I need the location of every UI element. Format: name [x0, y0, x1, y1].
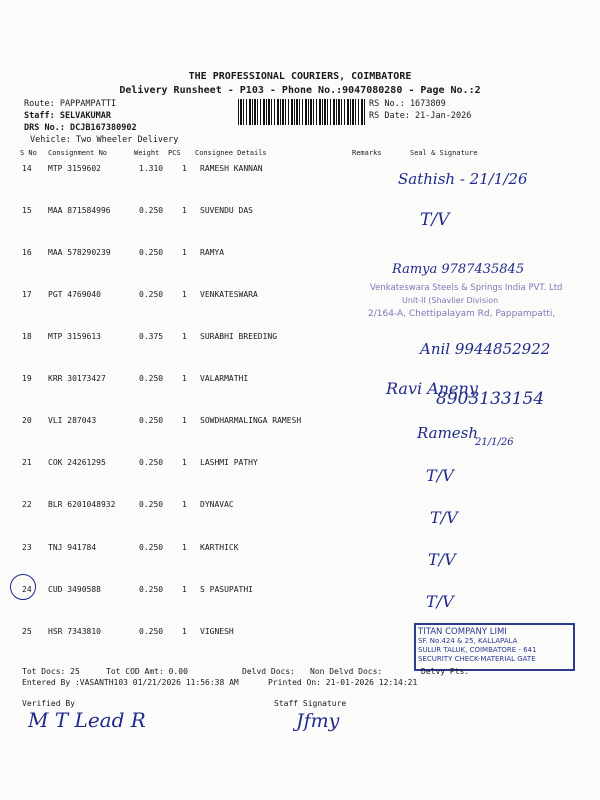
row-pcs: 1 — [182, 543, 187, 552]
row-consignment: BLR 6201048932 — [48, 500, 116, 509]
row-weight: 0.250 — [139, 416, 164, 425]
rs-date: RS Date: 21-Jan-2026 — [369, 111, 472, 121]
row-consignee: DYNAVAC — [200, 500, 234, 509]
tv-mark-row-15: T/V — [420, 210, 450, 230]
tv-mark-row-24: T/V — [426, 592, 454, 611]
row-weight: 0.250 — [139, 585, 164, 594]
row-consignment: TNJ 941784 — [48, 543, 97, 552]
row-weight: 0.250 — [139, 290, 164, 299]
row-pcs: 1 — [182, 458, 187, 467]
vehicle: Vehicle: Two Wheeler Delivery — [30, 135, 179, 145]
verified-by-signature: M T Lead R — [28, 708, 146, 732]
row-consignee: LASHMI PATHY — [200, 458, 258, 467]
signature-row-16: Ramya 9787435845 — [392, 262, 525, 277]
stamp-line: TITAN COMPANY LIMI — [418, 627, 507, 637]
row-consignee: KARTHICK — [200, 543, 239, 552]
col-consignee: Consignee Details — [195, 149, 267, 157]
staff: Staff: SELVAKUMAR — [24, 111, 111, 121]
staff-signature: Jfmy — [296, 710, 340, 732]
drs-number: DRS No.: DCJB167380902 — [24, 123, 137, 133]
row-weight: 0.375 — [139, 332, 164, 341]
signature-row-20: Ramesh — [417, 424, 479, 442]
row-consignee: VENKATESWARA — [200, 290, 258, 299]
row-sno: 25 — [22, 627, 32, 636]
delivered-docs: Delvd Docs: — [242, 667, 295, 676]
stamp-line: Unit-II (Shavlier Division — [402, 296, 499, 305]
route: Route: PAPPAMPATTI — [24, 99, 117, 109]
col-weight: Weight — [134, 149, 160, 157]
stamp-line: SULUR TALUK, COIMBATORE - 641 — [418, 646, 537, 654]
row-weight: 0.250 — [139, 543, 164, 552]
row-consignee: RAMESH KANNAN — [200, 164, 263, 173]
col-remarks: Remarks — [352, 149, 382, 157]
row-pcs: 1 — [182, 248, 187, 257]
tv-mark-row-23: T/V — [428, 550, 456, 569]
row-weight: 0.250 — [139, 627, 164, 636]
signature-row-18: Anil 9944852922 — [420, 340, 551, 358]
row-weight: 0.250 — [139, 458, 164, 467]
row-consignee: S PASUPATHI — [200, 585, 253, 594]
barcode — [238, 99, 366, 125]
col-seal-signature: Seal & Signature — [410, 149, 478, 157]
row-consignee: SURABHI BREEDING — [200, 332, 278, 341]
row-pcs: 1 — [182, 332, 187, 341]
total-docs: Tot Docs: 25 — [22, 667, 80, 676]
stamp-line: Venkateswara Steels & Springs India PVT. Ltd — [370, 283, 563, 293]
row-sno: 18 — [22, 332, 32, 341]
row-consignee: VALARMATHI — [200, 374, 249, 383]
signature-row-14: Sathish - 21/1/26 — [398, 170, 528, 188]
signature-row-20-date: 21/1/26 — [475, 437, 514, 448]
row-pcs: 1 — [182, 500, 187, 509]
stamp-line: 2/164-A, Chettipalayam Rd, Pappampatti, — [368, 309, 556, 319]
row-sno: 15 — [22, 206, 32, 215]
row-pcs: 1 — [182, 374, 187, 383]
row-consignment: PGT 4769040 — [48, 290, 101, 299]
row-sno: 22 — [22, 500, 32, 509]
non-delivered-docs: Non Delvd Docs: — [310, 667, 383, 676]
row-pcs: 1 — [182, 627, 187, 636]
tv-mark-row-22: T/V — [430, 508, 458, 527]
row-consignment: MAA 578290239 — [48, 248, 111, 257]
row-sno: 23 — [22, 543, 32, 552]
row-consignment: VLI 287043 — [48, 416, 97, 425]
entered-by: Entered By :VASANTH103 01/21/2026 11:56:38 AM — [22, 678, 239, 687]
row-sno: 17 — [22, 290, 32, 299]
col-sno: S No — [20, 149, 37, 157]
row-consignment: HSR 7343810 — [48, 627, 101, 636]
row-sno: 14 — [22, 164, 32, 173]
row-sno: 24 — [22, 585, 32, 594]
hand-circle-mark — [10, 574, 36, 600]
row-sno: 21 — [22, 458, 32, 467]
total-cod-amount: Tot COD Amt: 0.00 — [106, 667, 188, 676]
signature-row-19-phone: 8903133154 — [436, 389, 545, 409]
delivery-points: Delvy Pts: — [421, 667, 470, 676]
row-pcs: 1 — [182, 416, 187, 425]
col-pcs: PCS — [168, 149, 181, 157]
row-pcs: 1 — [182, 290, 187, 299]
rs-number: RS No.: 1673809 — [369, 99, 446, 109]
signature-row-19-name: Ravi Aneny — [386, 379, 478, 398]
row-sno: 16 — [22, 248, 32, 257]
stamp-line: SF. No.424 & 25, KALLAPALA — [418, 637, 518, 645]
printed-on: Printed On: 21-01-2026 12:14:21 — [268, 678, 418, 687]
col-consignment: Consignment No — [48, 149, 108, 157]
row-consignee: VIGNESH — [200, 627, 234, 636]
row-consignee: RAMYA — [200, 248, 225, 257]
row-consignment: COK 24261295 — [48, 458, 106, 467]
row-consignment: KRR 30173427 — [48, 374, 106, 383]
row-consignment: MTP 3159613 — [48, 332, 101, 341]
runsheet-subtitle: Delivery Runsheet - P103 - Phone No.:9047080280 - Page No.:2 — [119, 85, 481, 96]
row-sno: 20 — [22, 416, 32, 425]
row-consignment: CUD 3490588 — [48, 585, 101, 594]
row-weight: 0.250 — [139, 500, 164, 509]
row-weight: 0.250 — [139, 206, 164, 215]
row-pcs: 1 — [182, 206, 187, 215]
row-weight: 1.310 — [139, 164, 164, 173]
stamp-line: SECURITY CHECK-MATERIAL GATE — [418, 655, 536, 663]
tv-mark-row-21: T/V — [426, 466, 454, 485]
verified-by-label: Verified By — [22, 699, 75, 708]
staff-signature-label: Staff Signature — [274, 699, 347, 708]
row-consignment: MAA 871584996 — [48, 206, 111, 215]
company-title: THE PROFESSIONAL COURIERS, COIMBATORE — [188, 71, 412, 82]
row-consignment: MTP 3159602 — [48, 164, 101, 173]
row-weight: 0.250 — [139, 374, 164, 383]
row-consignee: SUVENDU DAS — [200, 206, 253, 215]
row-sno: 19 — [22, 374, 32, 383]
row-weight: 0.250 — [139, 248, 164, 257]
row-pcs: 1 — [182, 164, 187, 173]
row-consignee: SOWDHARMALINGA RAMESH — [200, 416, 302, 425]
row-pcs: 1 — [182, 585, 187, 594]
